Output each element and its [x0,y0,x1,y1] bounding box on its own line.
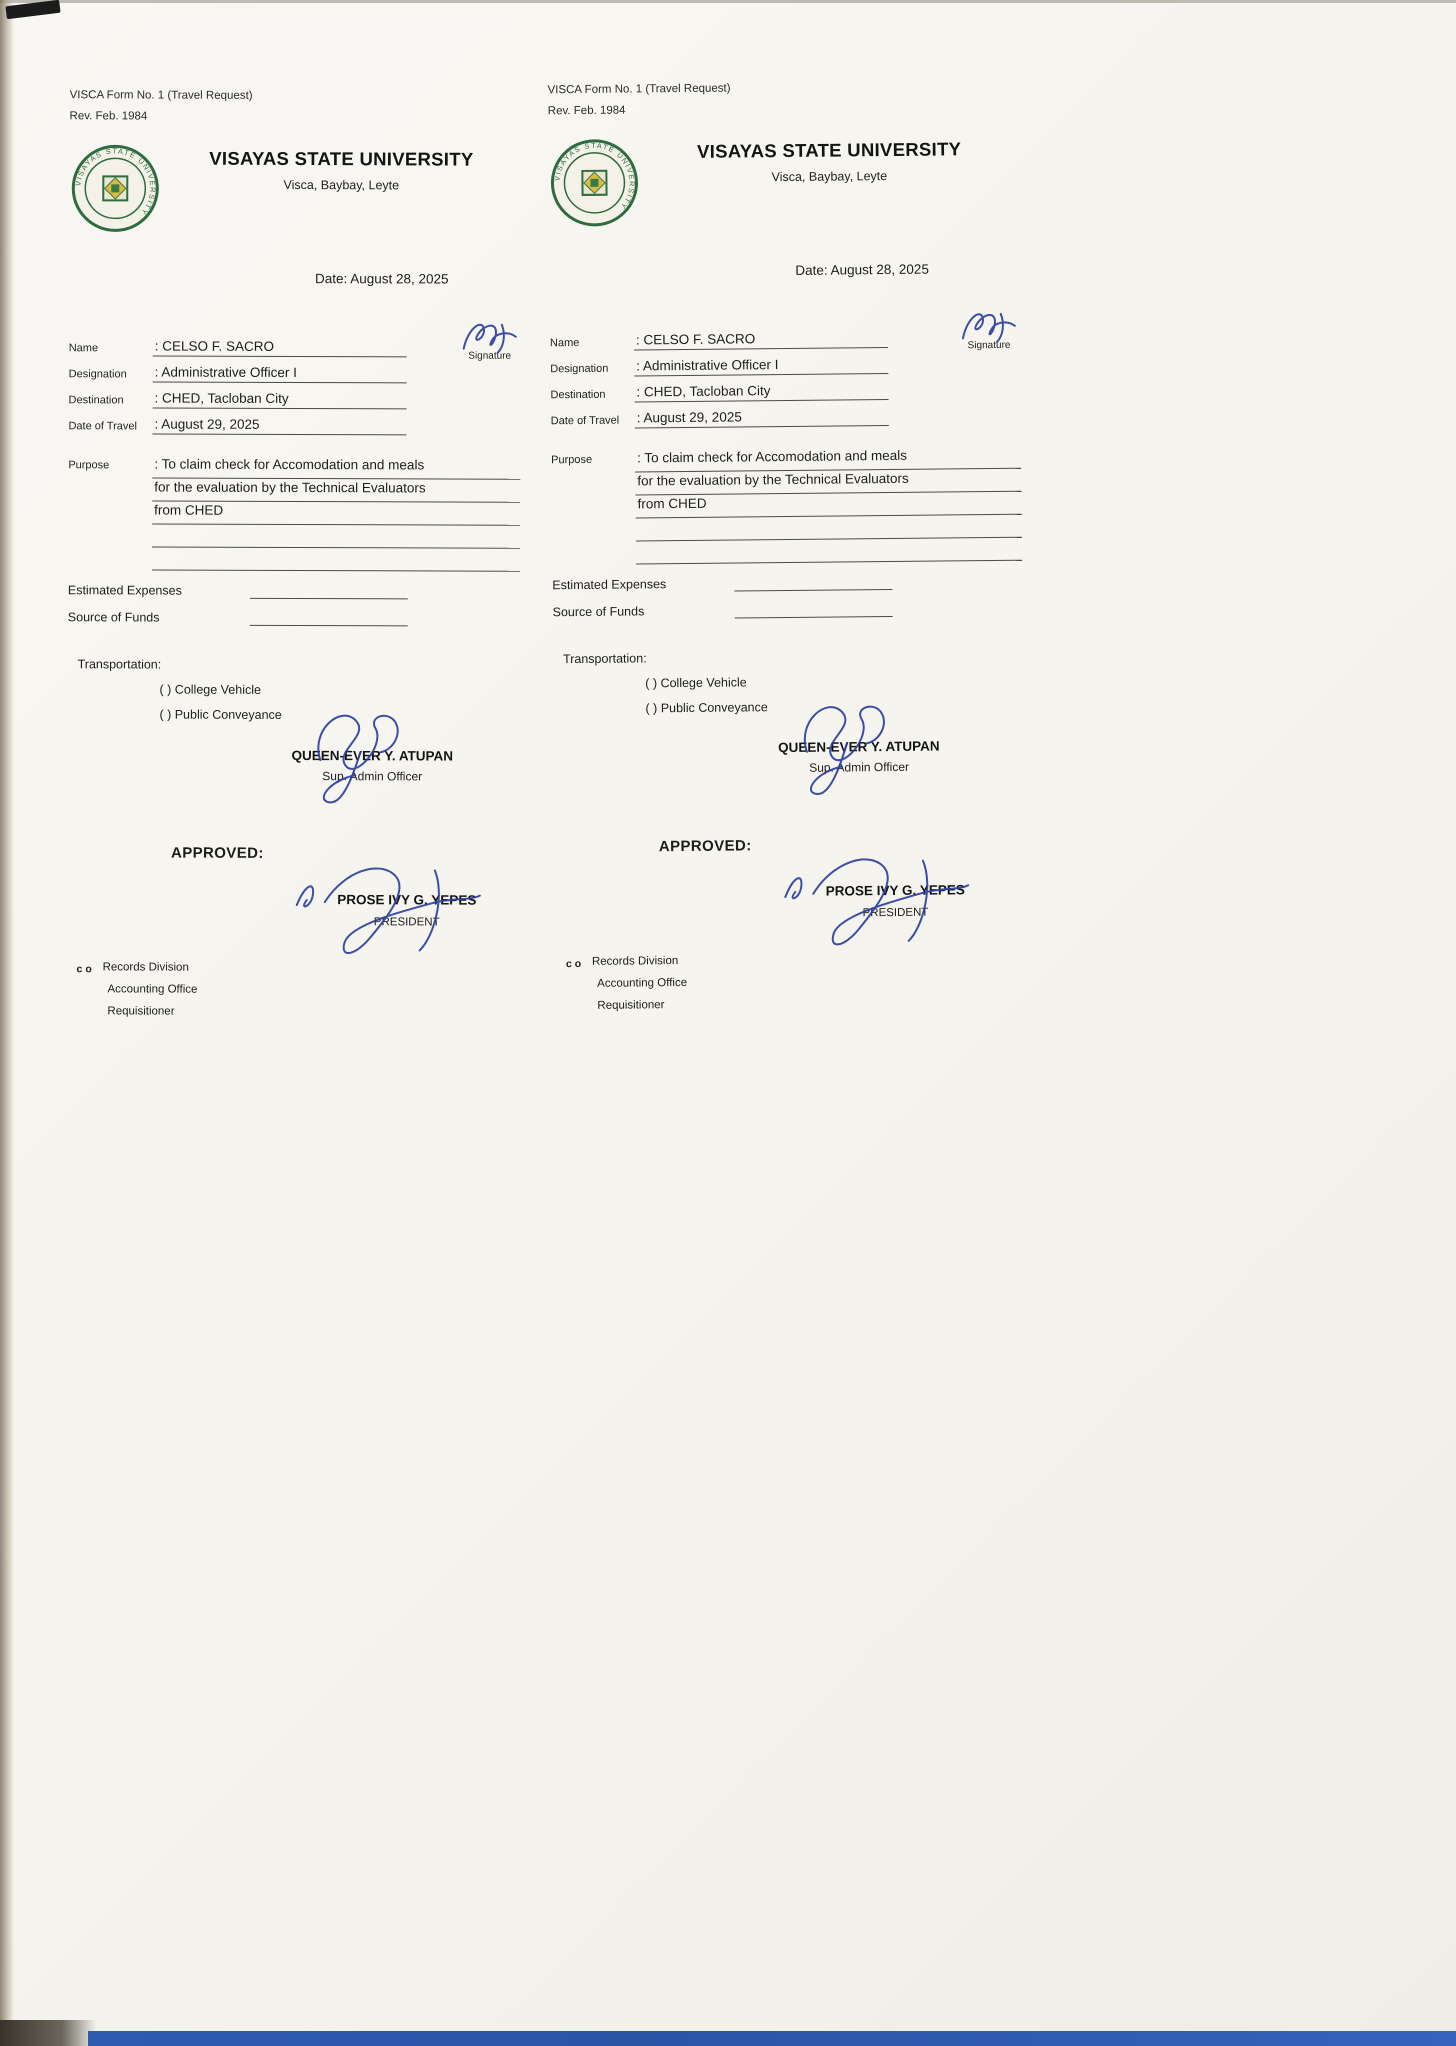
university-seal-icon [548,136,641,229]
admin-officer-title: Sup. Admin Officer [809,759,910,775]
fieldset [68,335,521,573]
designation-value: : Administrative Officer I [634,356,888,376]
president-signatory [307,892,507,929]
transportation-label: Transportation: [562,651,647,667]
cc-label: c o [565,957,582,971]
purpose-line-1: : To claim check for Accomodation and meals [635,447,1021,473]
header-text [161,143,521,193]
cc-item-records-division: Records Division [102,961,189,974]
president-title: PRESIDENT [373,916,440,929]
date-of-travel-value: : August 29, 2025 [635,408,889,428]
form-revision: Rev. Feb. 1984 [69,110,148,123]
svg-text:VISAYAS STATE UNIVERSITY: VISAYAS STATE UNIVERSITY [552,140,637,212]
requester-signature-block [453,315,527,362]
university-address: Visca, Baybay, Leyte [283,177,400,193]
university-seal-icon [69,142,161,234]
purpose-row [551,447,1022,567]
scan-edge-left [0,0,14,2046]
purpose-line-2: for the evaluation by the Technical Evaluators [635,470,1021,496]
purpose-line-4 [636,516,1022,542]
transport-option-college-vehicle: ( ) College Vehicle [159,682,262,697]
cc-item-accounting-office: Accounting Office [597,976,688,990]
university-name: VISAYAS STATE UNIVERSITY [696,138,962,162]
header-text [640,133,1018,186]
purpose-line-1: : To claim check for Accomodation and meals [152,457,520,480]
date-of-travel-value: : August 29, 2025 [152,417,406,436]
source-of-funds-blank [250,611,408,627]
cc-label: c o [76,963,92,976]
destination-value: : CHED, Tacloban City [153,391,407,410]
date-of-travel-row [68,413,520,436]
scan-bottom-blue-strip [88,2031,1456,2046]
date-line: Date: August 28, 2025 [795,261,929,278]
estimated-expenses-blank [734,575,892,592]
destination-label: Destination [550,388,606,402]
date-of-travel-label: Date of Travel [68,420,137,433]
cc-item-requisitioner: Requisitioner [107,1005,175,1018]
travel-request-form-left [66,89,521,1029]
source-of-funds-label: Source of Funds [67,610,160,625]
cc-block [66,961,518,1029]
destination-row [550,378,1020,404]
source-of-funds-row [553,601,1023,621]
president-signatory [795,882,995,920]
transportation-label: Transportation: [77,657,162,672]
designation-label: Designation [68,368,127,381]
president-signature-image [285,850,495,966]
purpose-line-3: from CHED [635,493,1021,519]
purpose-lines [635,447,1022,566]
designation-row [550,352,1020,378]
purpose-line-2: for the evaluation by the Technical Evaluators [152,480,520,503]
purpose-label: Purpose [551,453,593,467]
source-of-funds-row [68,610,520,627]
estimated-expenses-blank [250,584,408,600]
signature-caption: Signature [967,339,1011,352]
designation-label: Designation [550,362,609,376]
destination-row [69,387,521,410]
date-of-travel-label: Date of Travel [550,414,620,428]
destination-label: Destination [68,394,124,407]
cc-item-accounting-office: Accounting Office [107,983,198,996]
name-row [550,326,1020,352]
admin-officer-title: Sup. Admin Officer [322,769,423,784]
president-name: PROSE IVY G. YEPES [825,882,965,899]
signature-caption: Signature [468,350,512,362]
fieldset [550,326,1022,567]
designation-row [69,361,521,384]
name-label: Name [549,336,580,350]
estimated-expenses-row [68,583,520,600]
requester-signature-block [952,304,1026,352]
transport-option-public-conveyance: ( ) Public Conveyance [159,707,282,722]
purpose-label: Purpose [68,459,110,472]
approved-label: APPROVED: [170,844,264,862]
date-line: Date: August 28, 2025 [314,271,449,287]
admin-officer-signatory [252,748,492,784]
name-value: : CELSO F. SACRO [634,330,888,350]
transport-option-college-vehicle: ( ) College Vehicle [645,675,747,691]
purpose-line-4 [152,526,520,549]
estimated-expenses-row [552,574,1022,594]
form-number: VISCA Form No. 1 (Travel Request) [69,89,253,102]
name-value: : CELSO F. SACRO [153,339,407,358]
university-address: Visca, Baybay, Leyte [771,169,888,185]
scan-corner-bottom-left [0,2020,96,2046]
source-of-funds-blank [735,602,893,619]
source-of-funds-label: Source of Funds [552,604,645,620]
purpose-line-5 [152,549,520,572]
date-of-travel-row [551,404,1021,430]
destination-value: : CHED, Tacloban City [634,382,888,402]
admin-officer-name: QUEEN-EVER Y. ATUPAN [778,738,940,756]
form-header [548,133,1019,230]
purpose-line-3: from CHED [152,503,520,526]
form-number: VISCA Form No. 1 (Travel Request) [547,82,731,97]
travel-request-form-right [548,80,1027,1022]
name-label: Name [68,342,99,355]
cc-block [556,952,1027,1023]
cc-item-requisitioner: Requisitioner [597,999,665,1012]
university-name: VISAYAS STATE UNIVERSITY [209,147,474,170]
estimated-expenses-label: Estimated Expenses [552,577,667,593]
estimated-expenses-label: Estimated Expenses [67,583,182,598]
transport-option-public-conveyance: ( ) Public Conveyance [645,700,768,716]
purpose-row [68,456,520,573]
form-revision: Rev. Feb. 1984 [547,104,626,118]
admin-officer-signatory [739,738,979,775]
cc-items [592,955,688,1022]
cc-item-records-division: Records Division [591,955,679,968]
president-title: PRESIDENT [862,906,929,920]
svg-text:VISAYAS STATE UNIVERSITY: VISAYAS STATE UNIVERSITY [73,146,158,218]
designation-value: : Administrative Officer I [153,365,407,384]
purpose-lines [152,457,520,573]
scan-edge-top [0,0,1456,3]
form-header [69,142,521,236]
president-name: PROSE IVY G. YEPES [337,892,477,908]
cc-items [102,961,197,1027]
purpose-line-5 [636,539,1022,565]
admin-officer-name: QUEEN-EVER Y. ATUPAN [291,747,454,764]
approved-label: APPROVED: [658,837,752,856]
